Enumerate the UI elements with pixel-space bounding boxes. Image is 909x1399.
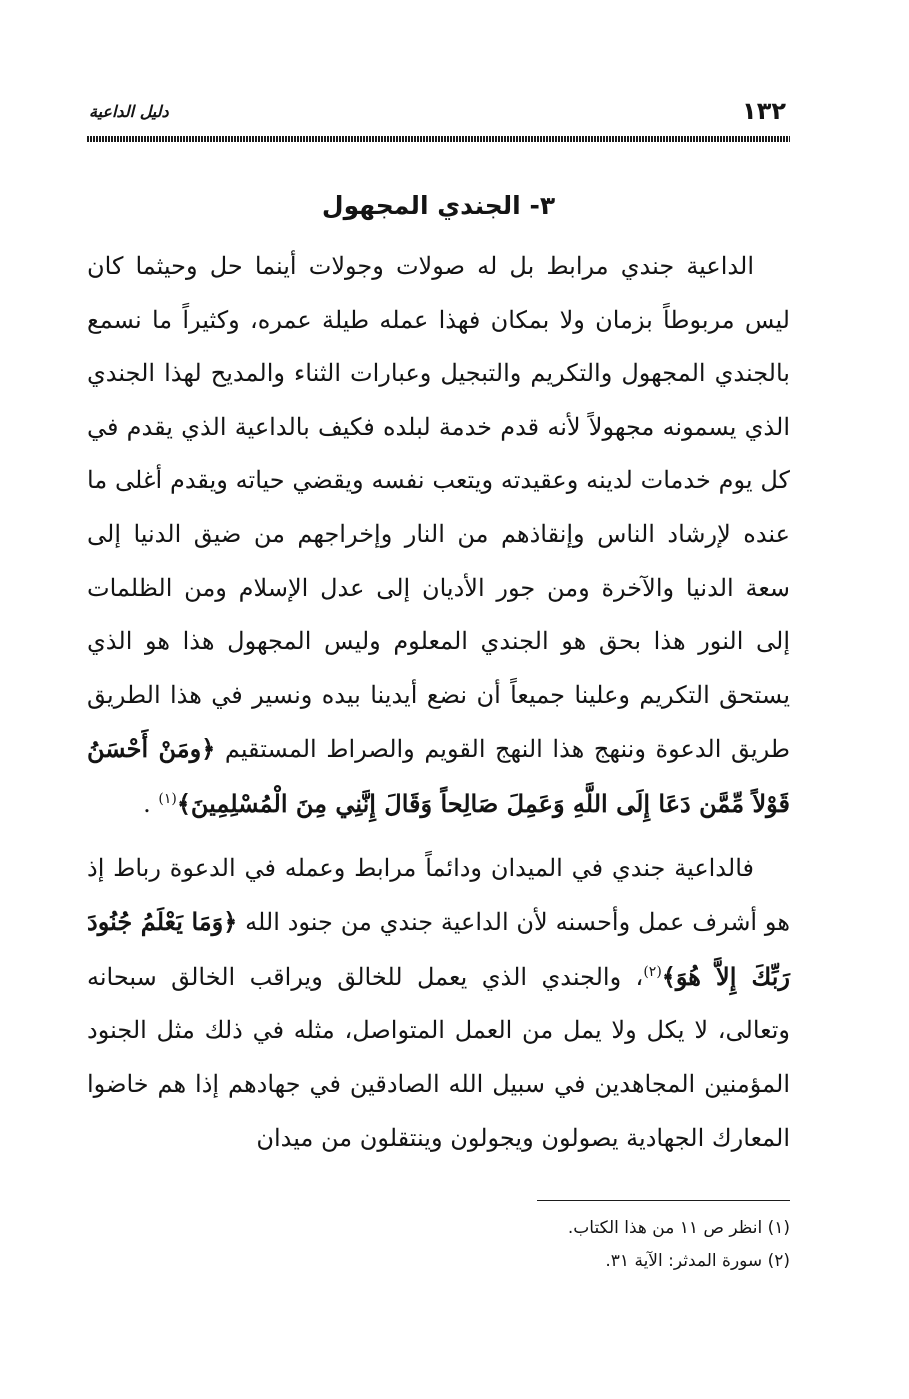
page-number: ١٣٢ xyxy=(742,97,786,125)
footnote-separator xyxy=(537,1200,790,1201)
paragraph-1 xyxy=(87,240,790,832)
paragraph-1-end: . xyxy=(143,789,159,818)
quran-verse-2: ﴿وَمَا يَعْلَمُ جُنُودَ رَبِّكَ إِلاَّ هُوَ﴾ xyxy=(87,907,790,991)
footnote-ref-1: (١) xyxy=(158,790,177,807)
footnote-2: (٢) سورة المدثر: الآية ٣١. xyxy=(605,1251,790,1271)
paragraph-2 xyxy=(87,842,790,1166)
paragraph-2-text-b: ، والجندي الذي يعمل للخالق ويراقب الخالق سبحانه وتعالى، لا يكل ولا يمل من العمل المتواصل، مثله في ذلك مثل الجنود المؤمنين المجاهدين في سبيل الله الصادقين في جهادهم إذا هم خاضوا المعارك الجهادية يصولون ويجولون وينتقلون من ميدان xyxy=(87,962,790,1152)
section-title: ٣- الجندي المجهول xyxy=(321,191,556,220)
paragraph-1-text: الداعية جندي مرابط بل له صولات وجولات أينما حل وحيثما كان ليس مربوطاً بزمان ولا بمكان فهذا عمله طيلة عمره، وكثيراً ما نسمع بالجندي المجهول والتكريم والتبجيل وعبارات الثناء والمديح لهذا الجندي الذي يسمونه مجهولاً لأنه قدم خدمة لبلده فكيف بالداعية الذي يقدم في كل يوم خدمات لدينه وعقيدته ويتعب نفسه ويقضي حياته ويقدم أغلى ما عنده لإرشاد الناس وإنقاذهم من النار وإخراجهم من ضيق الدنيا إلى سعة الدنيا والآخرة ومن جور الأديان إلى عدل الإسلام ومن الظلمات إلى النور هذا بحق هو الجندي المعلوم وليس المجهول هذا هو الذي يستحق التكريم وعلينا جميعاً أن نضع أيدينا بيده ونسير في هذا الطريق طريق الدعوة وننهج هذا النهج القويم والصراط المستقيم xyxy=(87,252,791,764)
running-book-title: دليل الداعية xyxy=(89,102,169,121)
footnote-1: (١) انظر ص ١١ من هذا الكتاب. xyxy=(567,1218,790,1238)
header-rule xyxy=(87,136,790,142)
paragraph-2-text-a: فالداعية جندي في الميدان ودائماً مرابط وعمله في الدعوة رباط إذ هو أشرف عمل وأحسنه لأن الداعية جندي من جنود الله xyxy=(87,853,790,937)
page-header xyxy=(87,96,790,130)
quran-verse-1: ﴿ومَنْ أَحْسَنُ قَوْلاً مِّمَّن دَعَا إِلَى اللَّهِ وَعَمِلَ صَالِحاً وَقَالَ إِنَّنِي مِنَ الْمُسْلِمِينَ﴾ xyxy=(87,734,790,818)
body-text xyxy=(87,240,790,1165)
footnotes xyxy=(190,1212,790,1278)
footnote-ref-2: (٢) xyxy=(643,963,662,980)
